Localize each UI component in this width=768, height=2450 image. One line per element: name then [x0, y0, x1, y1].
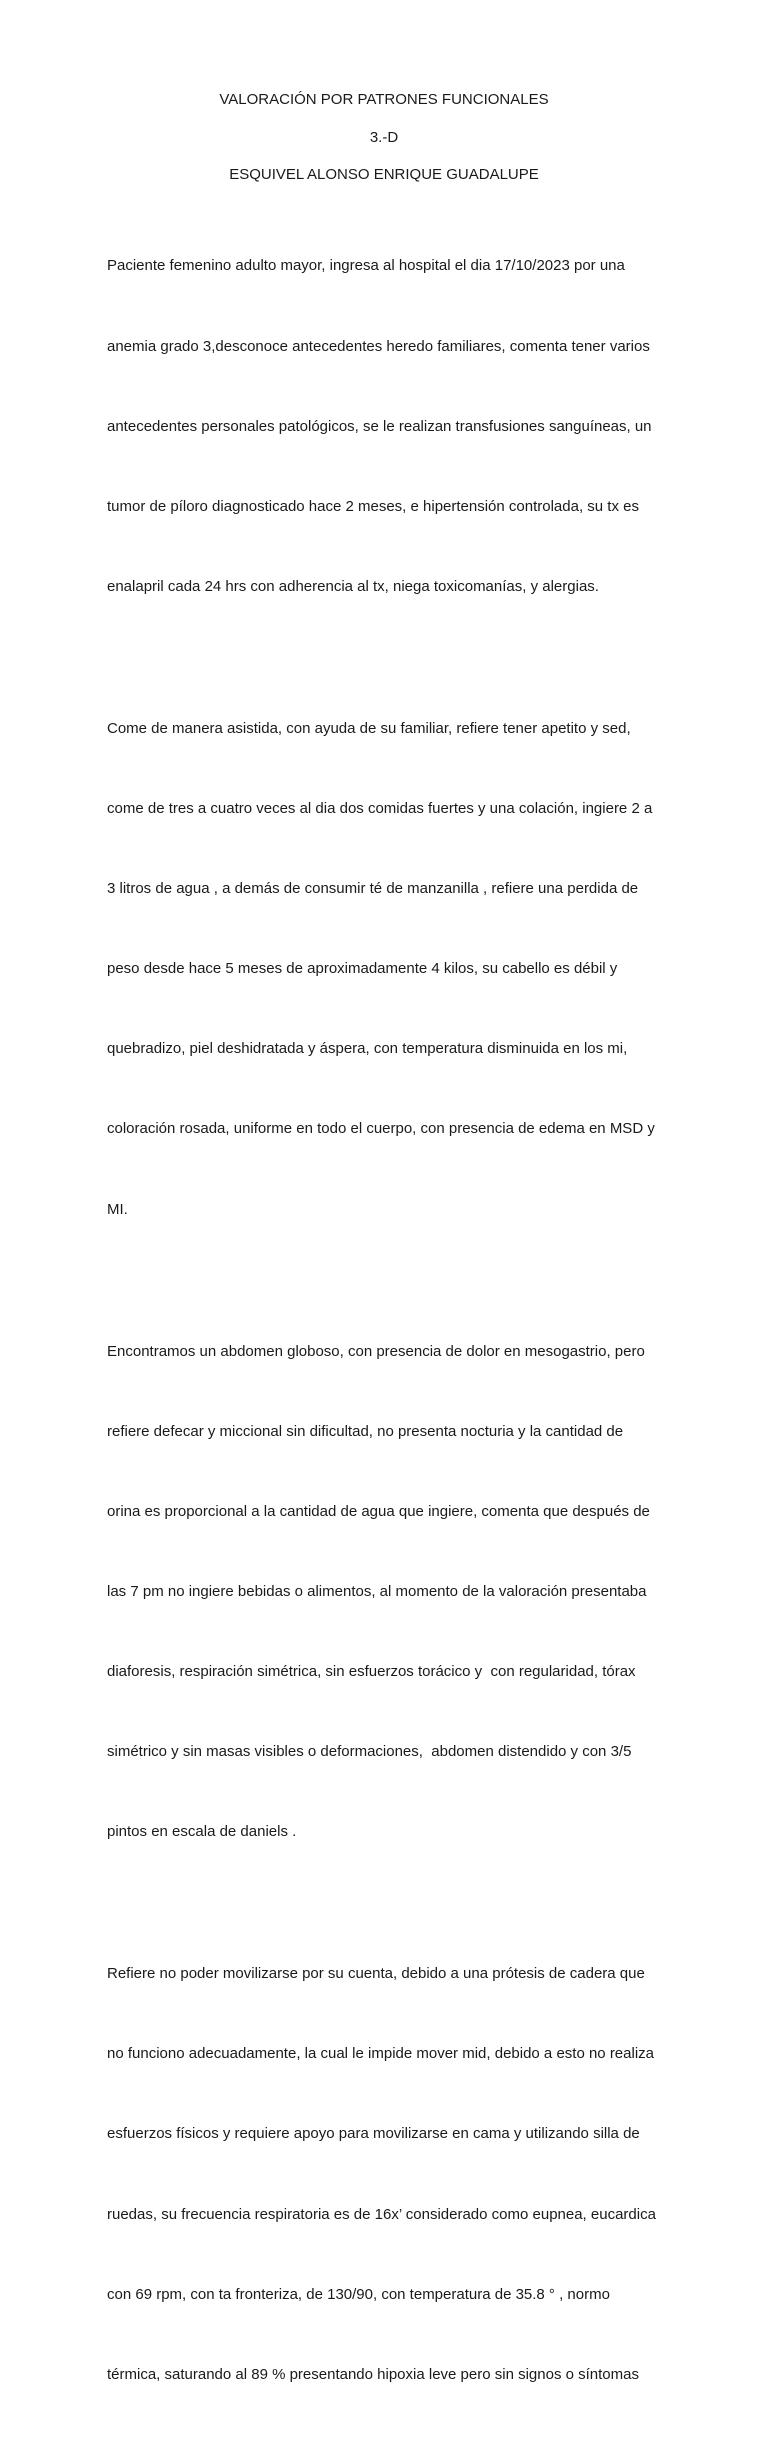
- text-line: esfuerzos físicos y requiere apoyo para movilizarse en cama y utilizando silla de: [107, 2125, 640, 2143]
- paragraph-3: [107, 1285, 663, 1899]
- text-line: Encontramos un abdomen globoso, con presencia de dolor en mesogastrio, pero: [107, 1342, 645, 1360]
- text-line: refiere defecar y miccional sin dificultad, no presenta nocturia y la cantidad de: [107, 1422, 624, 1440]
- text-line: Refiere no poder movilizarse por su cuenta, debido a una prótesis de cadera que: [107, 1965, 645, 1983]
- paragraph-2: [107, 662, 663, 1276]
- text-line: simétrico y sin masas visibles o deformaciones, abdomen distendido y con 3/5: [107, 1743, 632, 1761]
- text-line: térmica, saturando al 89 % presentando hipoxia leve pero sin signos o síntomas: [107, 2365, 639, 2383]
- text-line: tumor de píloro diagnosticado hace 2 meses, e hipertensión controlada, su tx es: [107, 497, 639, 515]
- text-line: coloración rosada, uniforme en todo el cuerpo, con presencia de edema en MSD y: [107, 1120, 655, 1138]
- text-line: 3 litros de agua , a demás de consumir té de manzanilla , refiere una perdida de: [107, 880, 639, 898]
- text-line: enalapril cada 24 hrs con adherencia al tx, niega toxicomanías, y alergias.: [107, 577, 599, 595]
- text-line: con 69 rpm, con ta fronteriza, de 130/90, con temperatura de 35.8 ° , normo: [107, 2285, 610, 2303]
- text-line: diaforesis, respiración simétrica, sin esfuerzos torácico y con regularidad, tórax: [107, 1662, 636, 1680]
- text-line: MI.: [107, 1200, 128, 1218]
- text-line: ruedas, su frecuencia respiratoria es de 16x’ considerado como eupnea, eucardica: [107, 2205, 656, 2223]
- document-body: [107, 200, 663, 2450]
- document-title: VALORACIÓN POR PATRONES FUNCIONALES: [219, 91, 549, 108]
- group-label: 3.-D: [369, 129, 399, 146]
- text-line: orina es proporcional a la cantidad de agua que ingiere, comenta que después de: [107, 1502, 650, 1520]
- paragraph-4: [107, 1908, 663, 2442]
- text-line: quebradizo, piel deshidratada y áspera, con temperatura disminuida en los mi,: [107, 1040, 628, 1058]
- text-line: peso desde hace 5 meses de aproximadamente 4 kilos, su cabello es débil y: [107, 960, 618, 978]
- text-line: Paciente femenino adulto mayor, ingresa al hospital el dia 17/10/2023 por una: [107, 257, 625, 275]
- text-line: Come de manera asistida, con ayuda de su familiar, refiere tener apetito y sed,: [107, 719, 631, 737]
- text-line: las 7 pm no ingiere bebidas o alimentos, al momento de la valoración presentaba: [107, 1582, 647, 1600]
- text-line: antecedentes personales patológicos, se le realizan transfusiones sanguíneas, un: [107, 417, 652, 435]
- paragraph-1: [107, 200, 663, 654]
- text-line: pintos en escala de daniels .: [107, 1823, 297, 1841]
- text-line: come de tres a cuatro veces al dia dos comidas fuertes y una colación, ingiere 2 a: [107, 799, 653, 817]
- text-line: no funciono adecuadamente, la cual le impide mover mid, debido a esto no realiza: [107, 2045, 655, 2063]
- author-name: ESQUIVEL ALONSO ENRIQUE GUADALUPE: [229, 166, 539, 183]
- text-line: anemia grado 3,desconoce antecedentes heredo familiares, comenta tener varios: [107, 337, 650, 355]
